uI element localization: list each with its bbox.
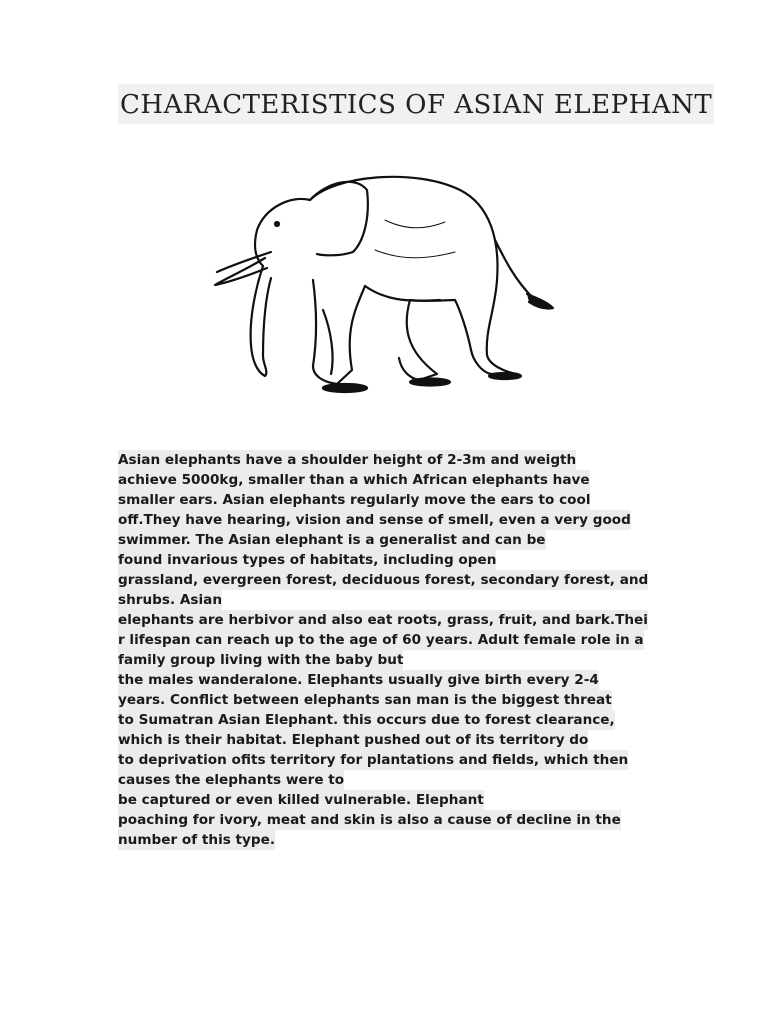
text-line: swimmer. The Asian elephant is a generalist and can be (118, 532, 546, 548)
text-line: years. Conflict between elephants san man is the biggest threat (118, 692, 612, 708)
page-title: CHARACTERISTICS OF ASIAN ELEPHANT (118, 84, 714, 124)
text-line: which is their habitat. Elephant pushed out of its territory do (118, 732, 589, 748)
text-line: to Sumatran Asian Elephant. this occurs due to forest clearance, (118, 712, 615, 728)
text-line: grassland, evergreen forest, deciduous forest, secondary forest, and (118, 572, 649, 588)
text-line: r lifespan can reach up to the age of 60 years. Adult female role in a (118, 632, 644, 648)
text-line: shrubs. Asian (118, 592, 222, 608)
text-line: poaching for ivory, meat and skin is also a cause of decline in the (118, 812, 621, 828)
text-line: causes the elephants were to (118, 772, 345, 788)
text-line: family group living with the baby but (118, 652, 404, 668)
body-paragraph (118, 450, 663, 850)
text-line: achieve 5000kg, smaller than a which African elephants have (118, 472, 590, 488)
elephant-illustration (205, 160, 565, 400)
text-line: the males wanderalone. Elephants usually give birth every 2-4 (118, 672, 599, 688)
text-line: off.They have hearing, vision and sense of smell, even a very good (118, 512, 631, 528)
text-line: be captured or even killed vulnerable. Elephant (118, 792, 484, 808)
text-line: number of this type. (118, 832, 276, 848)
text-line: found invarious types of habitats, including open (118, 552, 497, 568)
text-line: to deprivation ofits territory for plantations and fields, which then (118, 752, 629, 768)
text-line: Asian elephants have a shoulder height of 2-3m and weigth (118, 452, 577, 468)
text-line: smaller ears. Asian elephants regularly move the ears to cool (118, 492, 591, 508)
text-line: elephants are herbivor and also eat roots, grass, fruit, and bark.Thei (118, 612, 648, 628)
